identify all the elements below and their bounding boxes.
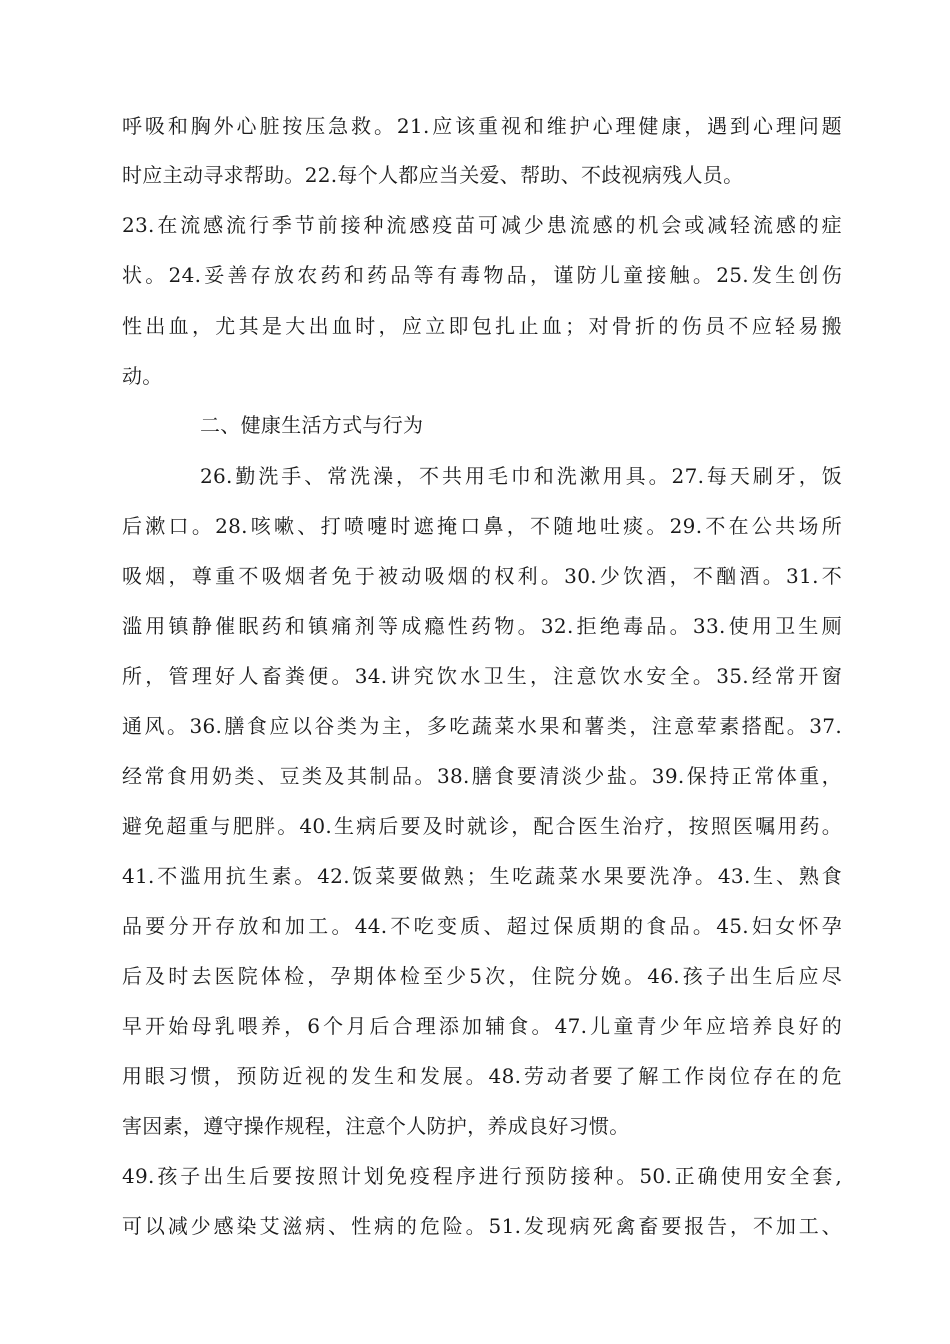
section-heading: 二、健康生活方式与行为 (200, 413, 424, 437)
text-line: 后漱口。28.咳嗽、打喷嚏时遮掩口鼻，不随地吐痰。29.不在公共场所 (122, 514, 842, 538)
text-line: 后及时去医院体检，孕期体检至少5次，住院分娩。46.孩子出生后应尽 (122, 964, 842, 988)
text-line: 品要分开存放和加工。44.不吃变质、超过保质期的食品。45.妇女怀孕 (122, 914, 842, 938)
text-line: 吸烟，尊重不吸烟者免于被动吸烟的权利。30.少饮酒，不酗酒。31.不 (122, 564, 842, 588)
text-line: 避免超重与肥胖。40.生病后要及时就诊，配合医生治疗，按照医嘱用药。 (122, 814, 842, 838)
text-line: 49.孩子出生后要按照计划免疫程序进行预防接种。50.正确使用安全套, (122, 1164, 842, 1188)
text-line: 状。24.妥善存放农药和药品等有毒物品，谨防儿童接触。25.发生创伤 (122, 263, 842, 287)
text-line: 可以减少感染艾滋病、性病的危险。51.发现病死禽畜要报告，不加工、 (122, 1214, 842, 1238)
text-line: 动。 (122, 364, 163, 388)
text-line: 26.勤洗手、常洗澡，不共用毛巾和洗漱用具。27.每天刷牙，饭 (200, 464, 842, 488)
text-line: 呼吸和胸外心脏按压急救。21.应该重视和维护心理健康，遇到心理问题 (122, 114, 842, 138)
text-line: 滥用镇静催眠药和镇痛剂等成瘾性药物。32.拒绝毒品。33.使用卫生厕 (122, 614, 842, 638)
text-line: 时应主动寻求帮助。22.每个人都应当关爱、帮助、不歧视病残人员。 (122, 163, 744, 187)
text-line: 所，管理好人畜粪便。34.讲究饮水卫生，注意饮水安全。35.经常开窗 (122, 664, 842, 688)
text-line: 通风。36.膳食应以谷类为主，多吃蔬菜水果和薯类，注意荤素搭配。37. (122, 714, 842, 738)
text-line: 经常食用奶类、豆类及其制品。38.膳食要清淡少盐。39.保持正常体重， (122, 764, 842, 788)
text-line: 害因素，遵守操作规程，注意个人防护，养成良好习惯。 (122, 1114, 630, 1138)
text-line: 23.在流感流行季节前接种流感疫苗可减少患流感的机会或减轻流感的症 (122, 213, 842, 237)
text-line: 41.不滥用抗生素。42.饭菜要做熟；生吃蔬菜水果要洗净。43.生、熟食 (122, 864, 842, 888)
text-line: 用眼习惯，预防近视的发生和发展。48.劳动者要了解工作岗位存在的危 (122, 1064, 842, 1088)
text-line: 早开始母乳喂养，6个月后合理添加辅食。47.儿童青少年应培养良好的 (122, 1014, 842, 1038)
text-line: 性出血，尤其是大出血时，应立即包扎止血；对骨折的伤员不应轻易搬 (122, 314, 842, 338)
